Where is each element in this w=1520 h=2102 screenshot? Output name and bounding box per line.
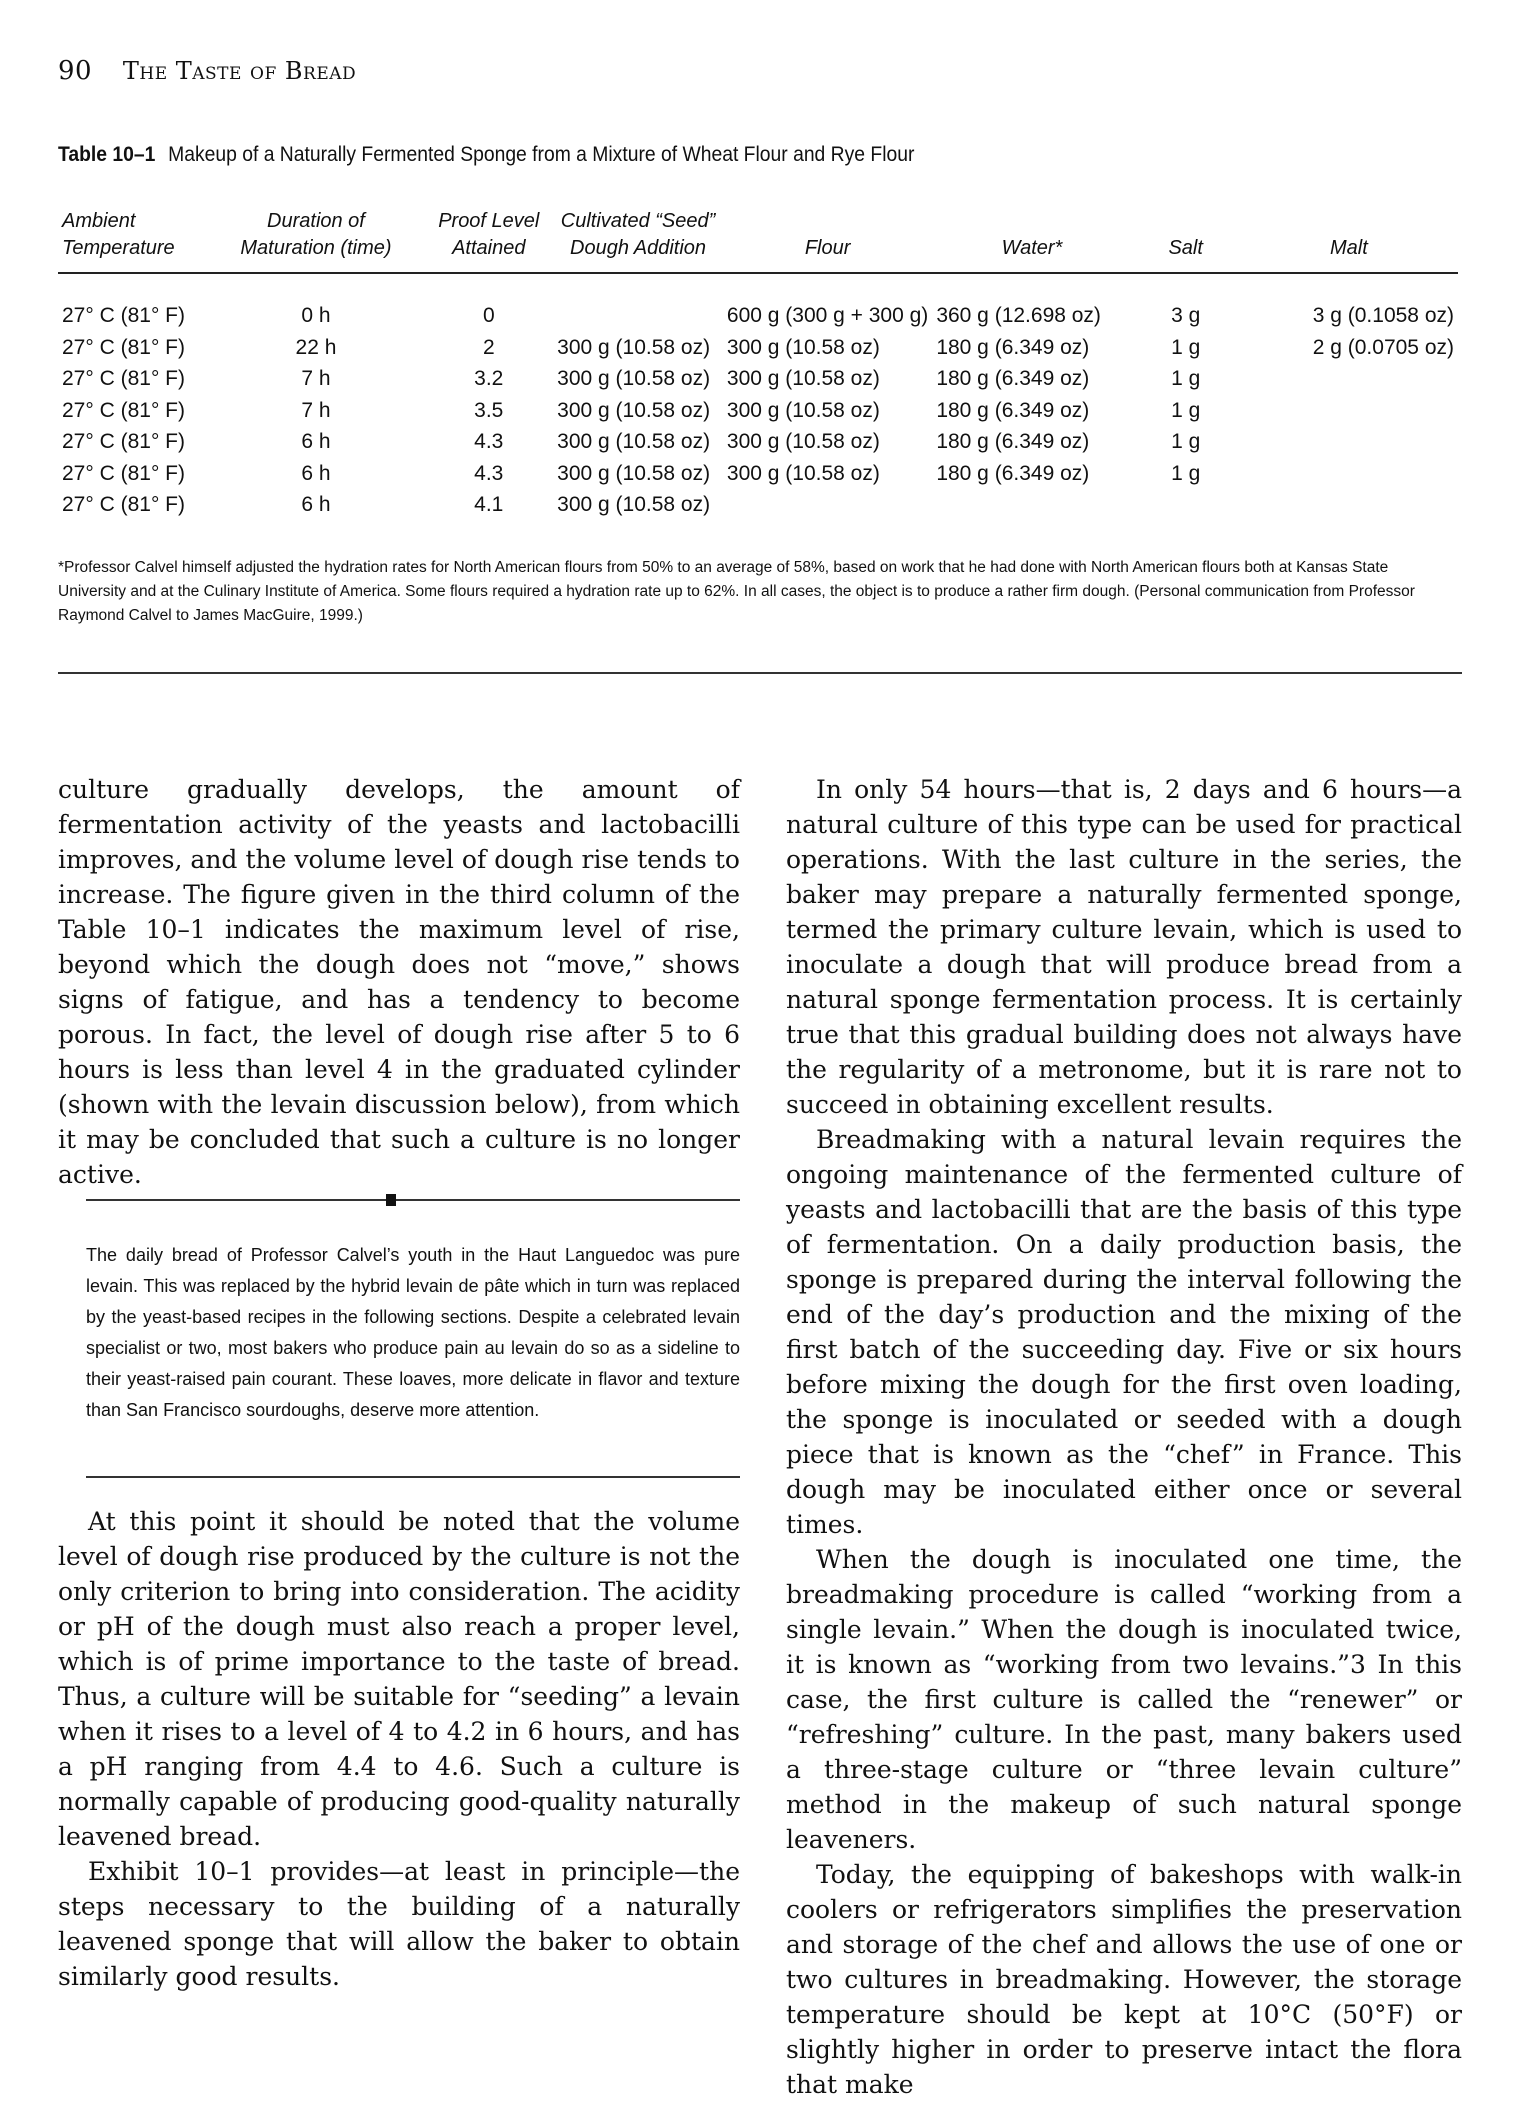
table-footnote: *Professor Calvel himself adjusted the hydration rates for North American flours from 50% to an average of 58%, based on work that he had done with North American flours both at Kansas State University and at the Culinary Institute of America. Some flours required a hydration rate up to 62%. In all cases, the object is to produce a rather firm dough. (Personal communication from Professor Raymond Calvel to James MacGuire, 1999.) <box>58 559 1415 624</box>
sidebar-text: The daily bread of Professor Calvel’s youth in the Haut Languedoc was pure levain. This was replaced by the hybrid levain de pâte which in turn was replaced by the yeast-based recipes in the following sections. Despite a celebrated levain specialist or two, most bakers who produce pain au levain do so as a sideline to their yeast-raised pain courant. These loaves, more delicate in flavor and texture than San Francisco sourdoughs, deserve more attention. <box>86 1245 740 1420</box>
page-number: 90 <box>58 56 93 86</box>
header-water: Water* <box>932 208 1131 273</box>
table-caption-text: Makeup of a Naturally Fermented Sponge from a Mixture of Wheat Flour and Rye Flour <box>168 143 915 166</box>
body-paragraph: Today, the equipping of bakeshops with walk-in coolers or refrigerators simplifies the preservation and storage of the chef and allows the use of one or two cultures in breadmaking. However, the storage temperature should be kept at 10°C (50°F) or slightly higher in order to preserve intact the flora that make <box>786 1860 1462 2099</box>
table-row: 27° C (81° F) 7 h 3.5 300 g (10.58 oz) 300 g (10.58 oz) 180 g (6.349 oz) 1 g <box>62 398 1201 422</box>
right-column <box>786 772 1462 2102</box>
table-row: 27° C (81° F) 6 h 4.1 300 g (10.58 oz) <box>62 493 711 516</box>
running-header <box>58 56 356 86</box>
table-caption <box>58 143 1346 167</box>
left-column-top <box>58 772 740 1192</box>
table-row: 27° C (81° F) 0 h 0 600 g (300 g + 300 g) 360 g (12.698 oz) 3 g 3 g (0.1058 oz) <box>62 304 1454 327</box>
header-ambient-temperature: Ambient Temperature <box>58 208 208 273</box>
sidebar-marker <box>386 1194 396 1206</box>
sidebar-note <box>86 1240 740 1426</box>
body-paragraph: When the dough is inoculated one time, the breadmaking procedure is called “working from a single levain.” When the dough is inoculated twice, it is known as “working from two levains.”3 In this case, the first culture is called the “renewer” or “refreshing” culture. In the past, many bakers used a three-stage culture or “three levain culture” method in the makeup of such natural sponge leaveners. <box>786 1545 1462 1854</box>
body-paragraph: At this point it should be noted that the volume level of dough rise produced by the culture is not the only criterion to bring into consideration. The acidity or pH of the dough must also reach a proper level, which is of prime importance to the taste of bread. Thus, a culture will be suitable for “seeding” a levain when it rises to a level of 4 to 4.2 in 6 hours, and has a pH ranging from 4.4 to 4.6. Such a culture is normally capable of producing good-quality naturally leavened bread. <box>58 1507 740 1851</box>
left-column-bottom <box>58 1504 740 1994</box>
book-title: The Taste of Bread <box>122 57 357 85</box>
body-paragraph: Exhibit 10–1 provides—at least in principle—the steps necessary to the building of a naturally leavened sponge that will allow the baker to obtain similarly good results. <box>58 1857 740 1991</box>
table-row: 27° C (81° F) 7 h 3.2 300 g (10.58 oz) 300 g (10.58 oz) 180 g (6.349 oz) 1 g <box>62 367 1201 390</box>
body-paragraph: culture gradually develops, the amount of fermentation activity of the yeasts and lactobacilli improves, and the volume level of dough rise tends to increase. The figure given in the third column of the Table 10–1 indicates the maximum level of rise, beyond which the dough does not “move,” shows signs of fatigue, and has a tendency to become porous. In fact, the level of dough rise after 5 to 6 hours is less than level 4 in the graduated cylinder (shown with the levain discussion below), from which it may be concluded that such a culture is no longer active. <box>58 775 740 1189</box>
sponge-makeup-table <box>58 208 1458 521</box>
table-end-rule <box>58 672 1462 674</box>
header-malt: Malt <box>1240 208 1458 273</box>
header-flour: Flour <box>723 208 932 273</box>
header-seed-addition: Cultivated “Seed” Dough Addition <box>553 208 723 273</box>
body-paragraph: Breadmaking with a natural levain requires the ongoing maintenance of the fermented culture of yeasts and lactobacilli that are the basis of this type of fermentation. On a daily production basis, the sponge is prepared during the interval following the end of the day’s production and the mixing of the first batch of the succeeding day. Five or six hours before mixing the dough for the first oven loading, the sponge is inoculated or seeded with a dough piece that is known as the “chef” in France. This dough may be inoculated either once or several times. <box>786 1125 1462 1539</box>
table-row: 27° C (81° F) 22 h 2 300 g (10.58 oz) 300 g (10.58 oz) 180 g (6.349 oz) 1 g 2 g (0.0705 oz) <box>62 335 1454 359</box>
header-proof-level: Proof Level Attained <box>424 208 553 273</box>
table-row: 27° C (81° F) 6 h 4.3 300 g (10.58 oz) 300 g (10.58 oz) 180 g (6.349 oz) 1 g <box>62 430 1201 453</box>
table-row: 27° C (81° F) 6 h 4.3 300 g (10.58 oz) 300 g (10.58 oz) 180 g (6.349 oz) 1 g <box>62 461 1201 485</box>
table-label: Table 10–1 <box>58 143 156 166</box>
sidebar-top-rule <box>86 1199 740 1201</box>
header-duration: Duration of Maturation (time) <box>208 208 425 273</box>
header-salt: Salt <box>1132 208 1240 273</box>
sidebar-bottom-rule <box>86 1476 740 1478</box>
table-header-row <box>58 208 1458 273</box>
body-paragraph: In only 54 hours—that is, 2 days and 6 hours—a natural culture of this type can be used for practical operations. With the last culture in the series, the baker may prepare a naturally fermented sponge, termed the primary culture levain, which is used to inoculate a dough that will produce bread from a natural sponge fermentation process. It is certainly true that this gradual building does not always have the regularity of a metronome, but it is rare not to succeed in obtaining excellent results. <box>786 775 1462 1119</box>
